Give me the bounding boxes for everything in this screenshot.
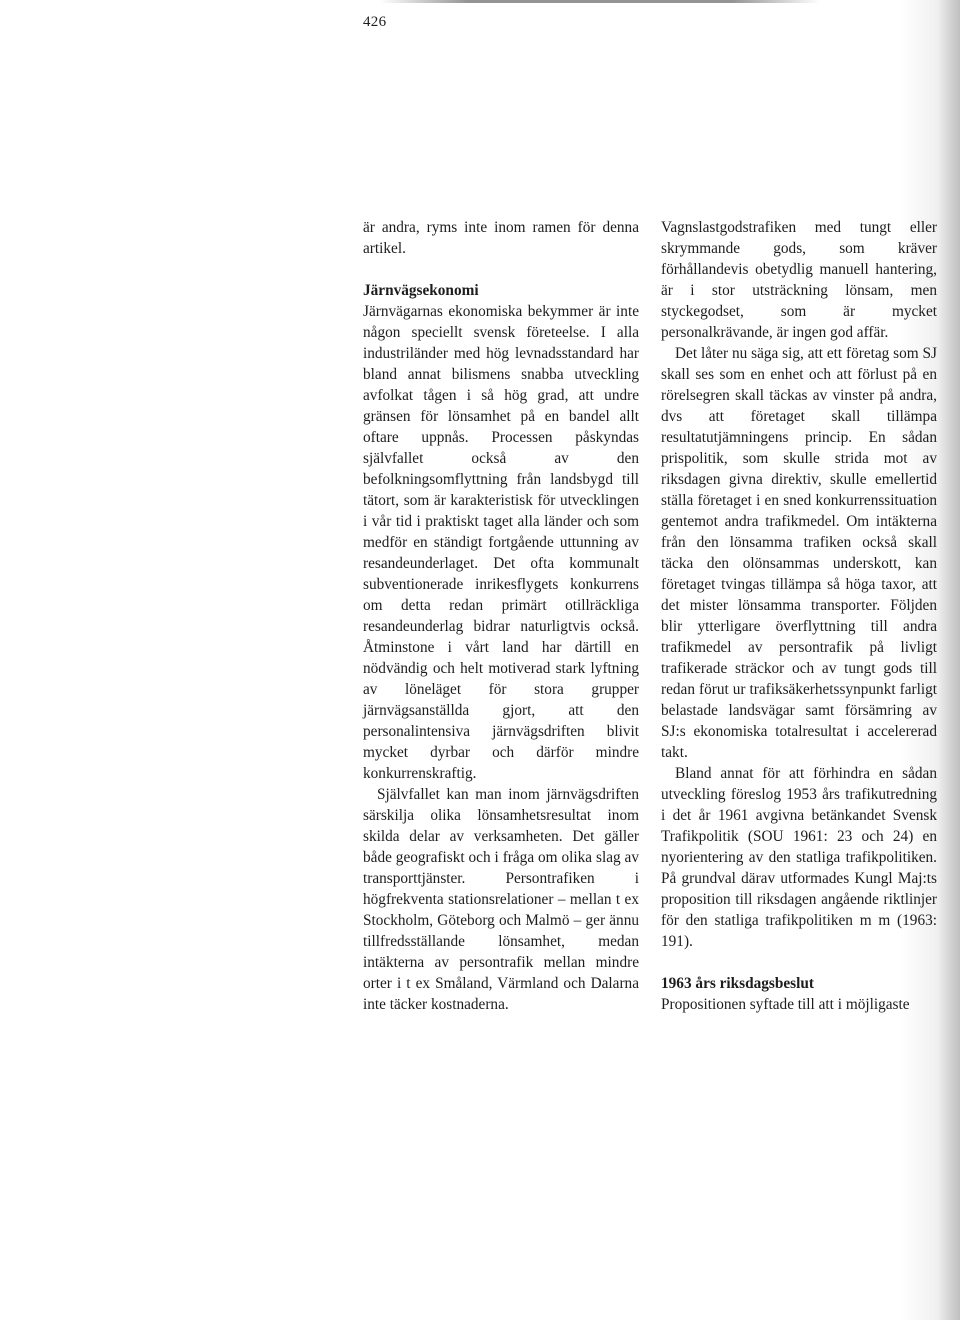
right-column [661, 217, 937, 1015]
left-column [363, 217, 639, 1015]
page-number: 426 [363, 14, 387, 30]
section-heading-riksdagsbeslut: 1963 års riksdagsbeslut [661, 975, 814, 992]
section-heading-jarnvagsekonomi: Järnvägsekonomi [363, 282, 479, 299]
left-paragraph-1: är andra, ryms inte inom ramen för denna artikel. [363, 219, 639, 257]
right-paragraph-4: Propositionen syftade till att i möjligaste [661, 996, 910, 1013]
right-paragraph-2: Det låter nu säga sig, att ett företag som SJ skall ses som en enhet och att förlust på en rörelsegren skall täckas av vinster på andra, dvs att företaget skall tillämpa resultatutjämningens princip. En sådan prispolitik, som skulle strida mot av riksdagen givna direktiv, skulle emellertid ställa företaget i en sned konkurrenssituation gentemot andra trafikmedel. Om intäkterna från den lönsamma trafiken också skall täcka den olönsammas underskott, kan företaget tvingas tillämpa så höga taxor, att det mister lönsamma transporter. Följden blir ytterligare överflyttning till andra trafikmedel av persontrafik på livligt trafikerade sträckor och av tungt gods till redan förut ur trafiksäkerhetssynpunkt farligt belastade landsvägar samt försämring av SJ:s ekonomiska totalresultat i accelererad takt. [661, 345, 937, 761]
right-paragraph-1: Vagnslastgodstrafiken med tungt eller skrymmande gods, som kräver förhållandevis obetydlig manuell hantering, är i stor utsträckning lönsam, men styckegodset, som är mycket personalkrävande, är ingen god affär. [661, 219, 937, 341]
top-edge-rule [380, 0, 820, 3]
page-edge-shadow [938, 0, 960, 1320]
right-paragraph-3: Bland annat för att förhindra en sådan utveckling föreslog 1953 års trafikutredning i det år 1961 avgivna betänkandet Svensk Trafikpolitik (SOU 1961: 23 och 24) en nyorientering av den statliga trafikpolitiken. På grundval därav utformades Kungl Maj:ts proposition till riksdagen angående riktlinjer för den statliga trafikpolitiken m m (1963: 191). [661, 765, 937, 950]
left-paragraph-2: Järnvägarnas ekonomiska bekymmer är inte någon speciellt svensk företeelse. I alla industriländer med hög levnadsstandard har bland annat bilismens snabba utveckling avfolkat tågen i så hög grad, att undre gränsen för lönsamhet på en bandel allt oftare uppnås. Processen påskyndas självfallet också av den befolkningsomflyttning från landsbygd till tätort, som är karakteristisk för utvecklingen i vår tid i praktiskt taget alla länder och som medför en ständigt fortgående uttunning av resandeunderlaget. Det ofta kommunalt subventionerade inrikesflygets konkurrens om detta redan primärt otillräckliga resandeunderlag bidrar naturligtvis också. Åtminstone i vårt land har därtill en nödvändig och helt motiverad stark lyftning av löneläget för stora grupper järnvägsanställda gjort, att den personalintensiva järnvägsdriften blivit mycket dyrbar och därför mindre konkurrenskraftig. [363, 303, 639, 782]
left-paragraph-3: Självfallet kan man inom järnvägsdriften särskilja olika lönsamhetsresultat inom skilda delar av verksamheten. Det gäller både geografiskt och i fråga om olika slag av transporttjänster. Persontrafiken i högfrekventa stationsrelationer – mellan t ex Stockholm, Göteborg och Malmö – ger ännu tillfredsställande lönsamhet, medan intäkterna av persontrafik mellan mindre orter i t ex Småland, Värmland och Dalarna inte täcker kostnaderna. [363, 786, 639, 1013]
